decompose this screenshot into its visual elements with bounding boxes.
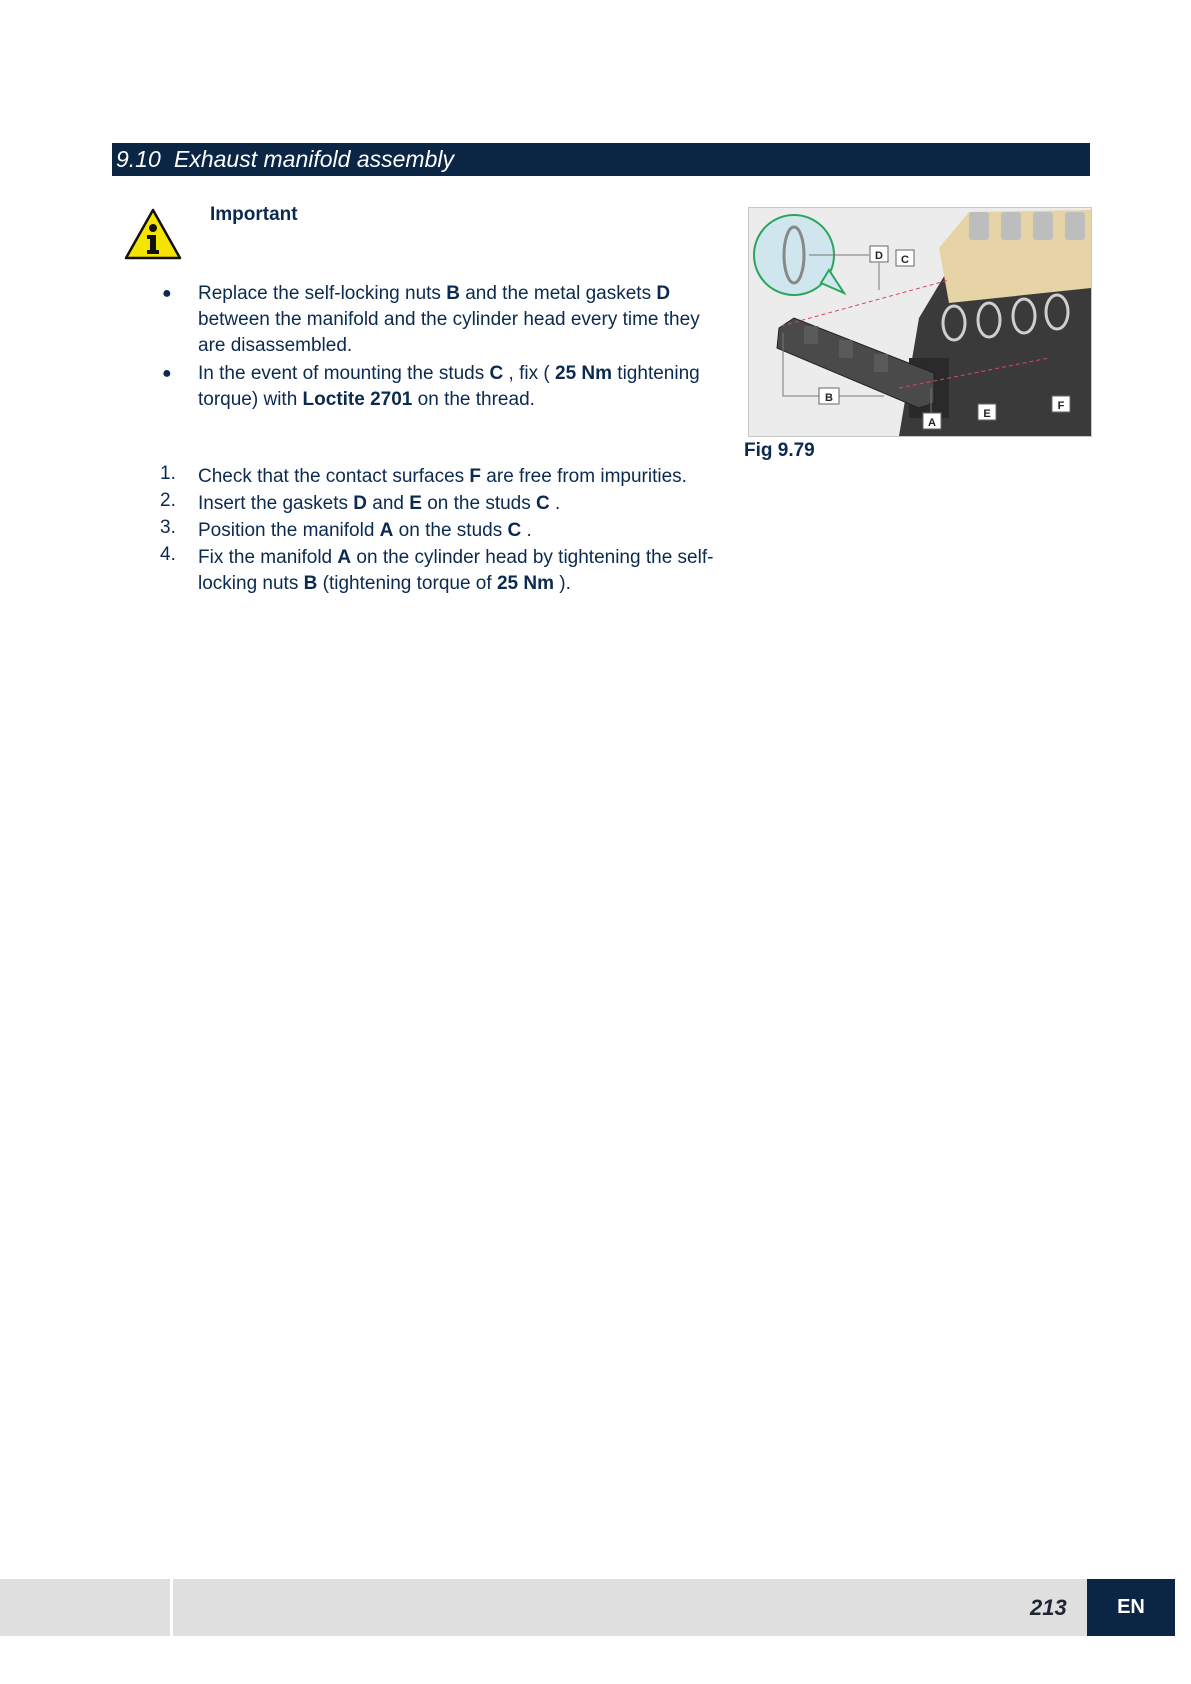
language-badge: EN: [1087, 1579, 1175, 1636]
callout-a: A: [928, 417, 936, 429]
step-item: [158, 518, 728, 544]
step-text: Fix the manifold A on the cylinder head by tightening the self-locking nuts B (tightening torque of 25 Nm ).: [198, 547, 714, 594]
callout-d: D: [875, 250, 883, 262]
bullet-list: [158, 281, 718, 415]
step-item: [158, 491, 728, 517]
step-text: Position the manifold A on the studs C .: [198, 520, 532, 541]
important-label: Important: [210, 204, 298, 225]
page-number: 213: [1030, 1595, 1067, 1620]
engine-diagram: [748, 207, 1092, 437]
warning-info-icon: [124, 208, 182, 260]
step-item: [158, 545, 728, 597]
step-number: 3.: [160, 517, 176, 538]
section-number: 9.10: [116, 146, 161, 172]
step-text: Check that the contact surfaces F are free from impurities.: [198, 466, 687, 487]
callout-e: E: [983, 408, 991, 420]
footer-divider: [170, 1579, 173, 1636]
bullet-dot: ●: [162, 365, 172, 382]
step-number: 1.: [160, 463, 176, 484]
step-item: [158, 464, 728, 490]
callout-f: F: [1057, 400, 1065, 412]
procedure-steps: [158, 464, 728, 598]
callout-b: B: [825, 392, 833, 404]
section-header: [112, 143, 1090, 176]
step-number: 2.: [160, 490, 176, 511]
callout-c: C: [901, 254, 909, 266]
figure-caption: Fig 9.79: [744, 440, 815, 461]
step-text: Insert the gaskets D and E on the studs C .: [198, 493, 561, 514]
bullet-item: [158, 281, 718, 359]
bullet-text: In the event of mounting the studs C , fix ( 25 Nm tightening torque) with Loctite 2701 on the thread.: [198, 363, 700, 410]
bullet-item: [158, 361, 718, 413]
section-title: Exhaust manifold assembly: [174, 146, 454, 172]
bullet-dot: ●: [162, 285, 172, 302]
footer-bar: [0, 1579, 1087, 1636]
step-number: 4.: [160, 544, 176, 565]
bullet-text: Replace the self-locking nuts B and the metal gaskets D between the manifold and the cylinder head every time they are disassembled.: [198, 283, 700, 356]
